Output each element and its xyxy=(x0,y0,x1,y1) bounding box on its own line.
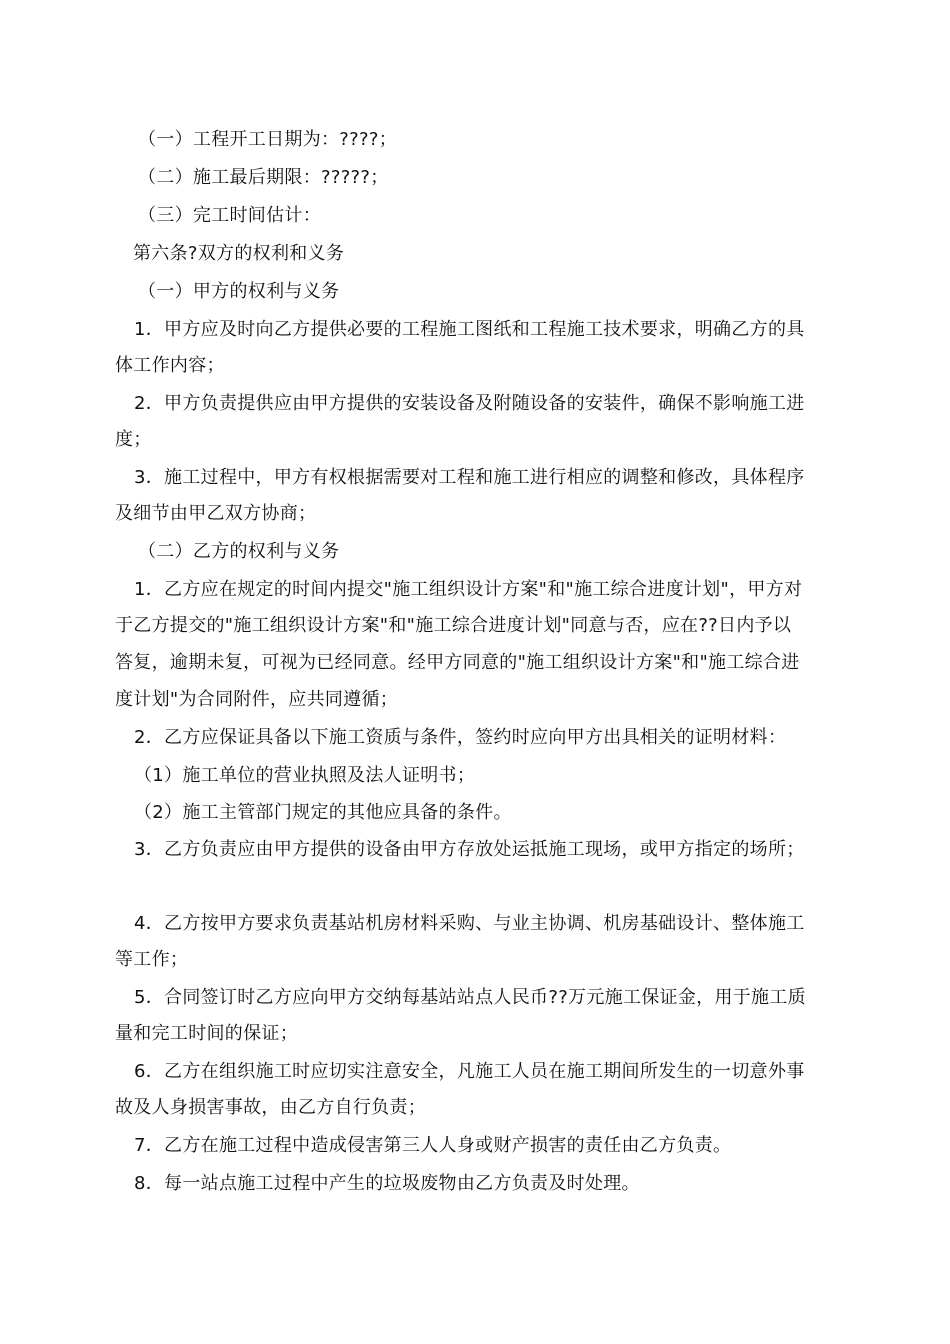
party-b-item-4: 4．乙方按甲方要求负责基站机房材料采购、与业主协调、机房基础设计、整体施工 xyxy=(134,913,805,934)
party-a-item-2-cont: 度； xyxy=(115,429,152,450)
party-b-item-2: 2．乙方应保证具备以下施工资质与条件，签约时应向甲方出具相关的证明材料： xyxy=(134,727,787,748)
party-a-item-2: 2．甲方负责提供应由甲方提供的安装设备及附随设备的安装件，确保不影响施工进 xyxy=(134,393,805,414)
clause-deadline: （二）施工最后期限：?????； xyxy=(138,167,389,188)
clause-completion-estimate: （三）完工时间估计： xyxy=(138,205,321,226)
party-b-item-2-sub-1: （1）施工单位的营业执照及法人证明书； xyxy=(134,765,476,786)
party-a-heading: （一）甲方的权利与义务 xyxy=(138,281,340,302)
party-b-item-1-cont-2: 答复，逾期未复，可视为已经同意。经甲方同意的"施工组织设计方案"和"施工综合进 xyxy=(115,652,800,673)
party-b-item-6-cont: 故及人身损害事故，由乙方自行负责； xyxy=(115,1097,427,1118)
party-b-item-8: 8．每一站点施工过程中产生的垃圾废物由乙方负责及时处理。 xyxy=(134,1173,640,1194)
party-b-item-1-cont-3: 度计划"为合同附件，应共同遵循； xyxy=(115,689,399,710)
party-b-item-7: 7．乙方在施工过程中造成侵害第三人人身或财产损害的责任由乙方负责。 xyxy=(134,1135,732,1156)
party-a-item-1: 1．甲方应及时向乙方提供必要的工程施工图纸和工程施工技术要求，明确乙方的具 xyxy=(134,319,805,340)
party-b-item-5: 5．合同签订时乙方应向甲方交纳每基站站点人民币??万元施工保证金，用于施工质 xyxy=(134,987,806,1008)
clause-start-date: （一）工程开工日期为：????； xyxy=(138,129,398,150)
party-b-item-3: 3．乙方负责应由甲方提供的设备由甲方存放处运抵施工现场，或甲方指定的场所； xyxy=(134,839,805,860)
party-a-item-3: 3．施工过程中，甲方有权根据需要对工程和施工进行相应的调整和修改，具体程序 xyxy=(134,467,805,488)
party-b-item-1-cont-1: 于乙方提交的"施工组织设计方案"和"施工综合进度计划"同意与否，应在??日内予以 xyxy=(115,615,792,636)
party-b-item-6: 6．乙方在组织施工时应切实注意安全，凡施工人员在施工期间所发生的一切意外事 xyxy=(134,1061,805,1082)
party-b-item-4-cont: 等工作； xyxy=(115,949,189,970)
party-b-heading: （二）乙方的权利与义务 xyxy=(138,541,340,562)
party-b-item-5-cont: 量和完工时间的保证； xyxy=(115,1023,298,1044)
article-6-heading: 第六条?双方的权利和义务 xyxy=(133,243,345,264)
party-a-item-1-cont: 体工作内容； xyxy=(115,355,225,376)
party-a-item-3-cont: 及细节由甲乙双方协商； xyxy=(115,503,317,524)
party-b-item-1: 1．乙方应在规定的时间内提交"施工组织设计方案"和"施工综合进度计划"，甲方对 xyxy=(134,579,803,600)
party-b-item-2-sub-2: （2）施工主管部门规定的其他应具备的条件。 xyxy=(134,802,512,823)
